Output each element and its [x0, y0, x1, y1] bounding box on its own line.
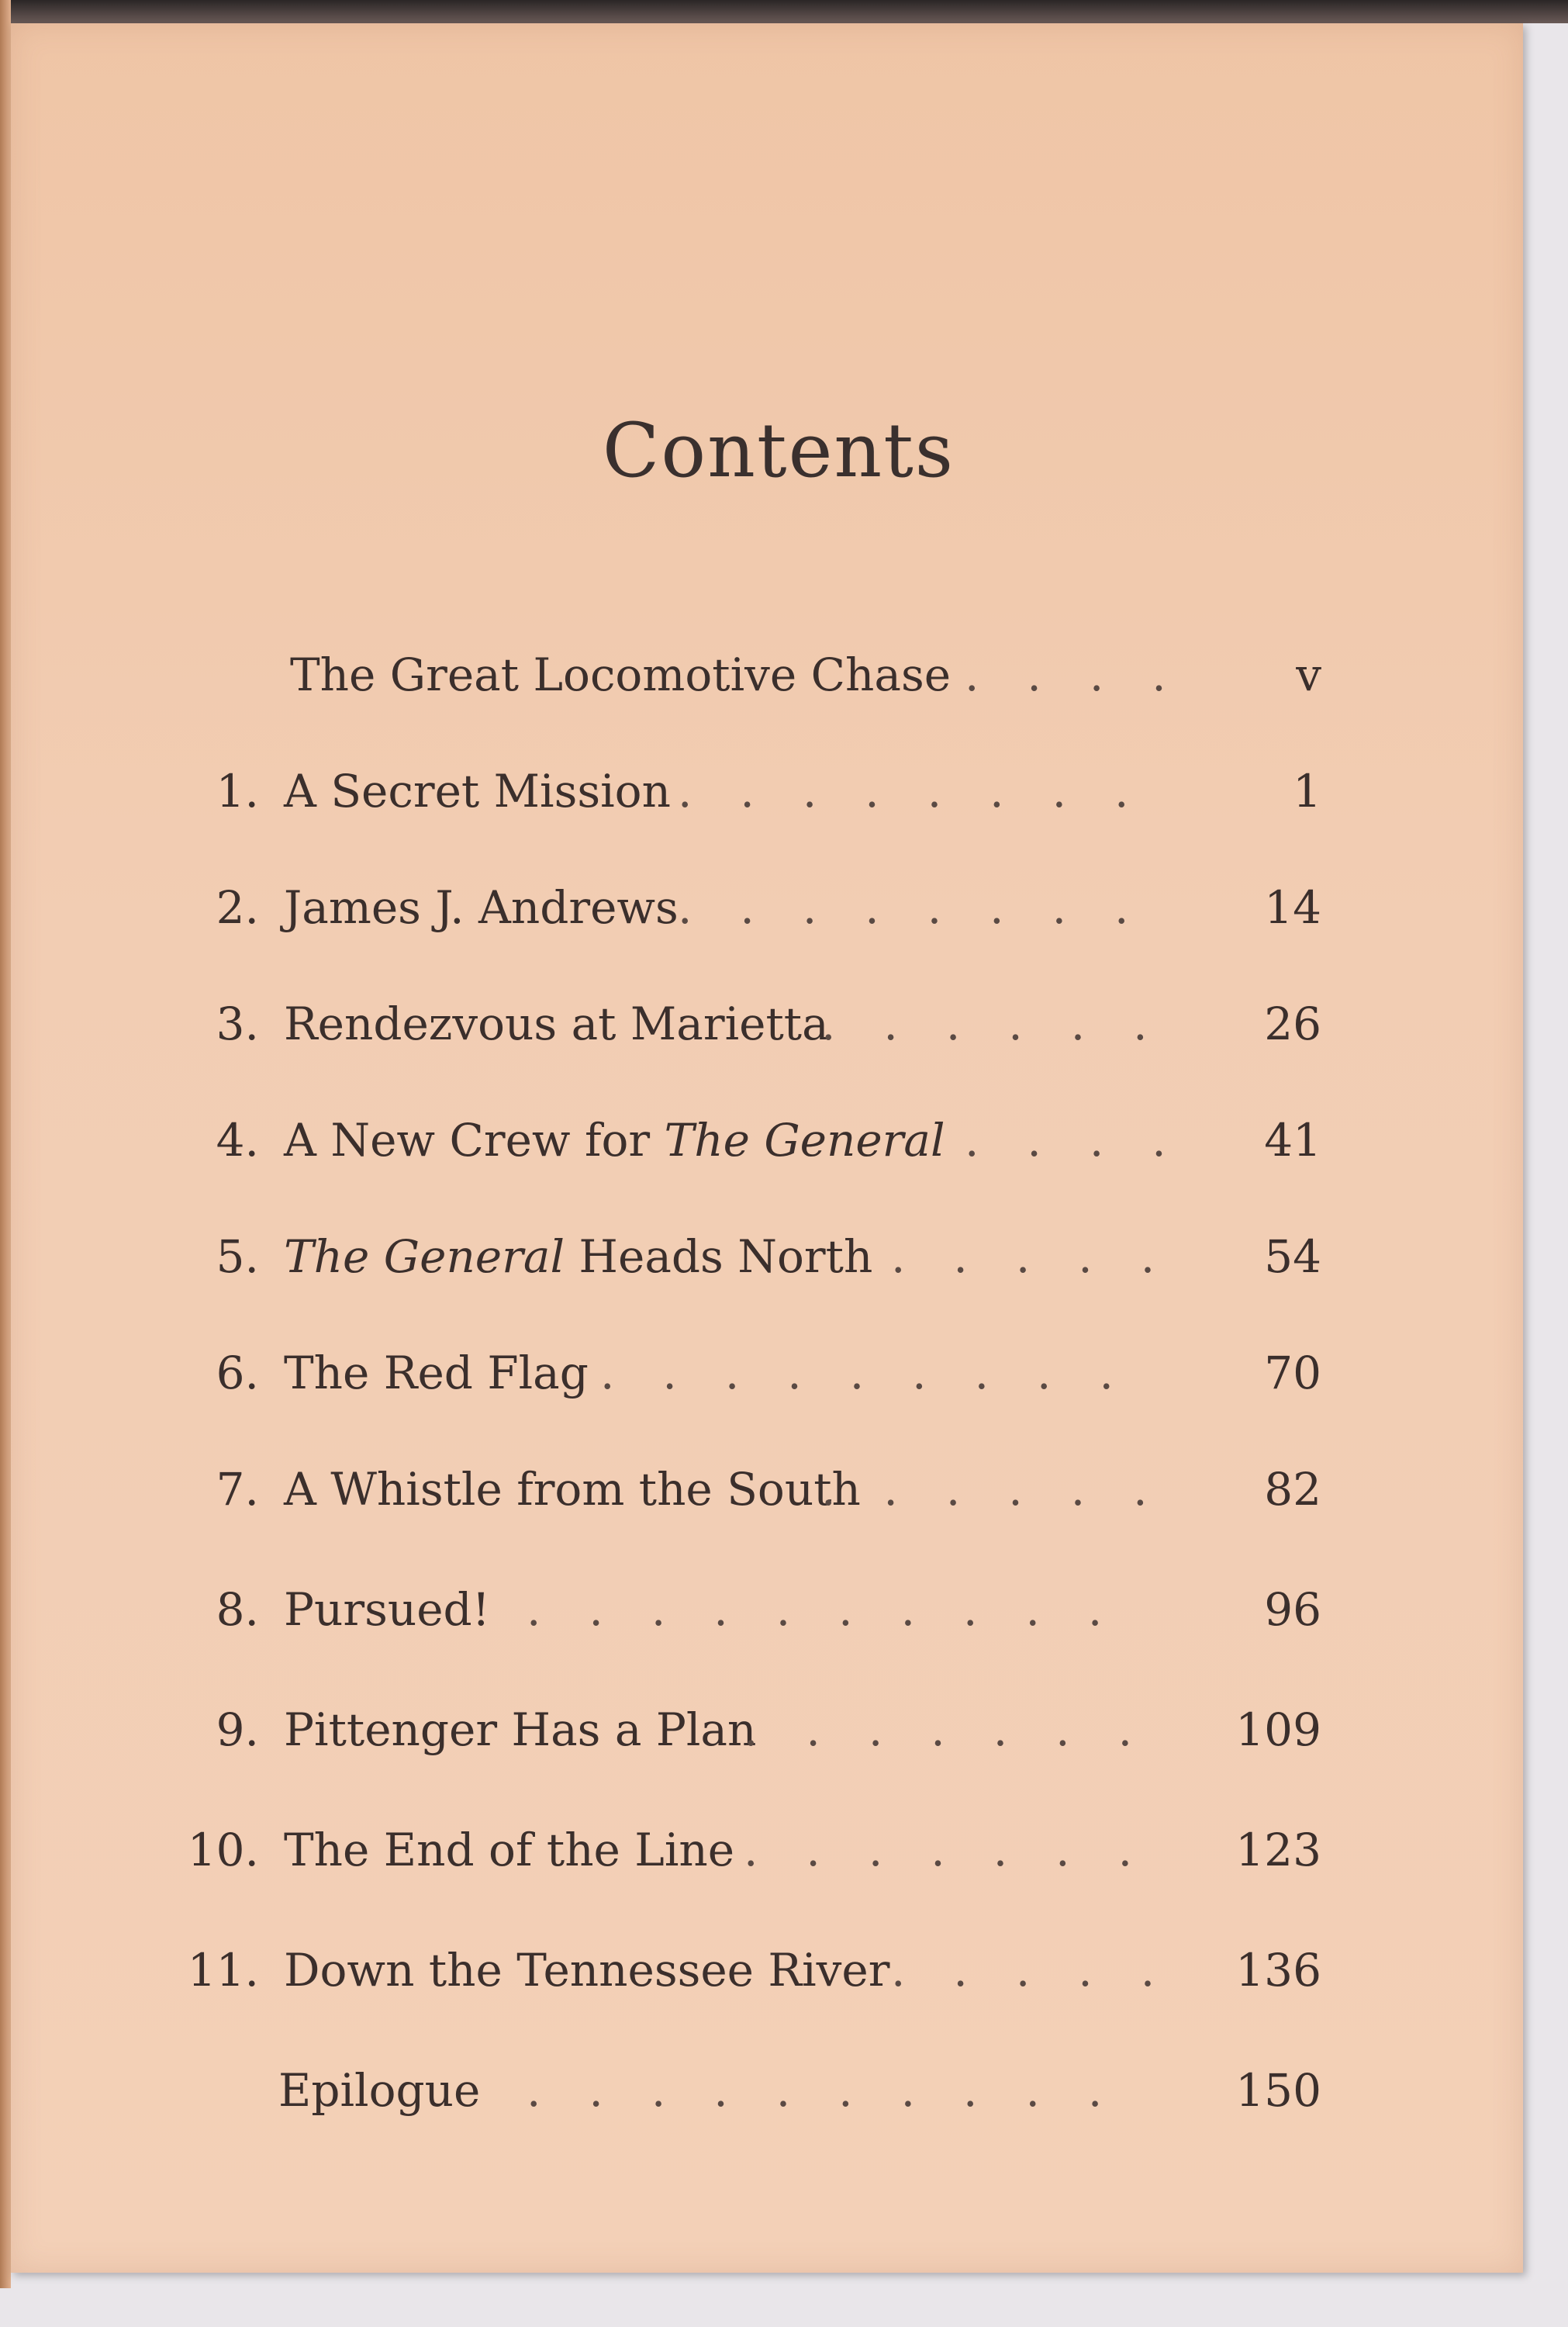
book-top-edge	[0, 0, 1568, 23]
toc-entry-title: A Secret Mission	[284, 765, 671, 818]
toc-title-italic: The General	[664, 1114, 945, 1167]
toc-page-number: 1	[1293, 765, 1321, 818]
toc-title-suffix: Heads North	[565, 1230, 873, 1283]
leader-dots: .........	[600, 1347, 1162, 1399]
toc-entry-5	[11, 1226, 1523, 1288]
toc-page-number: 41	[1264, 1114, 1321, 1167]
toc-entry-11	[11, 1939, 1523, 2001]
toc-entry-foreword	[11, 644, 1523, 706]
toc-entry-10	[11, 1819, 1523, 1881]
leader-dots: .......	[744, 1824, 1181, 1876]
leader-dots: ..........	[527, 1583, 1151, 1636]
toc-entry-epilogue	[11, 2059, 1523, 2121]
toc-entry-7	[11, 1458, 1523, 1520]
toc-chapter-number: 10.	[187, 1824, 259, 1876]
toc-page-number: 26	[1264, 998, 1321, 1050]
book-spine-edge	[0, 0, 11, 2288]
leader-dots: .......	[744, 1703, 1181, 1756]
page-title: Contents	[602, 407, 955, 494]
leader-dots: .....	[891, 1230, 1204, 1283]
toc-chapter-number: 9.	[216, 1703, 259, 1756]
toc-page-number: 70	[1264, 1347, 1321, 1399]
toc-chapter-number: 5.	[216, 1230, 259, 1283]
leader-dots: .....	[891, 1944, 1204, 1997]
leader-dots: ....	[965, 648, 1214, 701]
toc-entry-title: The Great Locomotive Chase	[290, 648, 952, 701]
toc-entry-2	[11, 877, 1523, 939]
toc-chapter-number: 7.	[216, 1463, 259, 1516]
toc-chapter-number: 3.	[216, 998, 259, 1050]
toc-title-italic: The General	[284, 1230, 565, 1283]
toc-chapter-number: 11.	[187, 1944, 259, 1997]
toc-chapter-number: 6.	[216, 1347, 259, 1399]
toc-entry-title: The Red Flag	[284, 1347, 589, 1399]
toc-chapter-number: 1.	[216, 765, 259, 818]
toc-title-prefix: A New Crew for	[284, 1114, 665, 1167]
toc-page-number: 96	[1264, 1583, 1321, 1636]
toc-chapter-number: 4.	[216, 1114, 259, 1167]
toc-entry-title: A Whistle from the South	[284, 1463, 861, 1516]
toc-page-number: 14	[1264, 881, 1321, 934]
toc-page-number: 82	[1264, 1463, 1321, 1516]
toc-entry-6	[11, 1342, 1523, 1404]
leader-dots: ......	[821, 998, 1196, 1050]
toc-entry-title: The End of the Line	[284, 1824, 735, 1876]
toc-entry-title: Down the Tennessee River	[284, 1944, 890, 1997]
toc-entry-title	[284, 1226, 872, 1288]
leader-dots: ........	[678, 881, 1177, 934]
toc-entry-3	[11, 993, 1523, 1055]
toc-chapter-number: 2.	[216, 881, 259, 934]
toc-entry-title: Epilogue	[278, 2064, 481, 2117]
toc-page-number: v	[1296, 648, 1321, 701]
leader-dots: ......	[821, 1463, 1196, 1516]
toc-entry-title: Pursued!	[284, 1583, 490, 1636]
toc-entry-1	[11, 760, 1523, 822]
toc-page-number: 109	[1235, 1703, 1321, 1756]
toc-entry-4	[11, 1109, 1523, 1171]
leader-dots: ........	[678, 765, 1177, 818]
toc-page-number: 123	[1235, 1824, 1321, 1876]
toc-page-number: 150	[1235, 2064, 1321, 2117]
leader-dots: ....	[965, 1114, 1214, 1167]
leader-dots: ..........	[527, 2064, 1151, 2117]
toc-entry-title: Pittenger Has a Plan	[284, 1703, 757, 1756]
toc-chapter-number: 8.	[216, 1583, 259, 1636]
toc-entry-9	[11, 1699, 1523, 1761]
toc-entry-title: Rendezvous at Marietta	[284, 998, 829, 1050]
toc-entry-8	[11, 1578, 1523, 1641]
contents-page	[11, 23, 1523, 2273]
toc-entry-title	[284, 1109, 945, 1171]
toc-page-number: 54	[1264, 1230, 1321, 1283]
toc-page-number: 136	[1235, 1944, 1321, 1997]
toc-entry-title: James J. Andrews	[284, 881, 679, 934]
